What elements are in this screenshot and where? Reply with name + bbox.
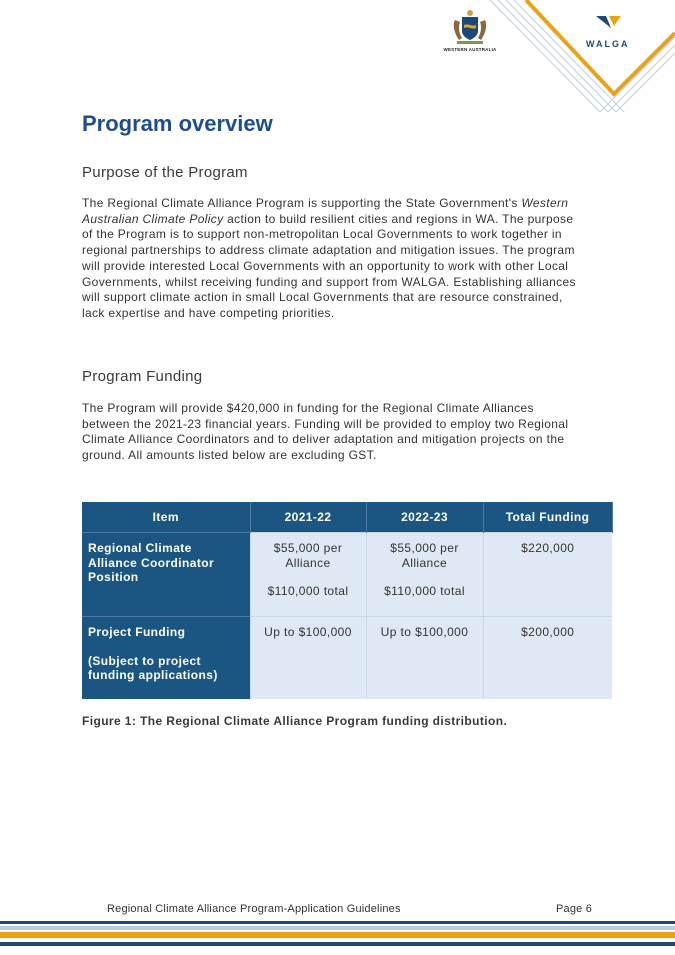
- figure-caption: Figure 1: The Regional Climate Alliance Program funding distribution.: [82, 714, 508, 728]
- funding-table: [82, 502, 613, 699]
- crest-label: WESTERN AUSTRALIA: [443, 47, 497, 52]
- cell-total: $200,000: [483, 617, 612, 699]
- table-header-row: [82, 502, 612, 533]
- col-header-item: Item: [82, 502, 250, 533]
- table-row: [82, 617, 612, 699]
- footer-stripe-light: [0, 926, 675, 930]
- walga-logo-mark-navy: [596, 16, 611, 28]
- cell-2022-23: Up to $100,000: [366, 617, 483, 699]
- funding-paragraph: The Program will provide $420,000 in funding for the Regional Climate Alliances between the 2021-23 financial years. Funding will be provided to employ two Regional Climate Alliance Coordinators and to deliver adaptation and mitigation projects on the ground. All amounts listed below are excluding GST.: [82, 401, 569, 463]
- col-header-2022-23: 2022-23: [366, 502, 483, 533]
- purpose-text-before: The Regional Climate Alliance Program is supporting the State Government's: [82, 196, 522, 210]
- header-corner-decoration: [0, 0, 675, 120]
- table-row: [82, 533, 612, 617]
- cell-total: $220,000: [483, 533, 612, 617]
- purpose-heading: Purpose of the Program: [82, 164, 248, 181]
- footer-stripe-navy-top: [0, 921, 675, 924]
- row-item-coordinator: Regional Climate Alliance Coordinator Position: [82, 533, 250, 617]
- footer-stripe-navy-bottom: [0, 942, 675, 946]
- funding-heading: Program Funding: [82, 368, 203, 385]
- cell-2021-22: Up to $100,000: [250, 617, 366, 699]
- purpose-paragraph: [82, 196, 582, 322]
- page-title: Program overview: [82, 111, 273, 136]
- purpose-text-after: action to build resilient cities and regions in WA. The purpose of the Program is to support non-metropolitan Local Governments to work together in regional partnerships to address climate adaptation and mitigation issues. The program will provide interested Local Governments with an opportunity to work with other Local Governments, whilst receiving funding and support from WALGA. Establishing alliances will support climate action in small Local Governments that are resource constrained, lack expertise and have competing priorities.: [82, 211, 576, 320]
- cell-2021-22: $55,000 per Alliance $110,000 total: [250, 533, 366, 617]
- page-number: Page 6: [556, 903, 593, 915]
- col-header-total: Total Funding: [483, 502, 612, 533]
- cell-2022-23: $55,000 per Alliance $110,000 total: [366, 533, 483, 617]
- policy-name: Western Australian Climate Policy: [82, 196, 569, 226]
- footer-document-title: Regional Climate Alliance Program-Application Guidelines: [107, 903, 401, 915]
- walga-logo-mark-gold: [609, 16, 621, 26]
- col-header-2021-22: 2021-22: [250, 502, 366, 533]
- walga-logo-text: WALGA: [586, 39, 630, 49]
- footer-stripe-gold: [0, 932, 675, 938]
- row-item-project-funding: Project Funding (Subject to project funding applications): [82, 617, 250, 699]
